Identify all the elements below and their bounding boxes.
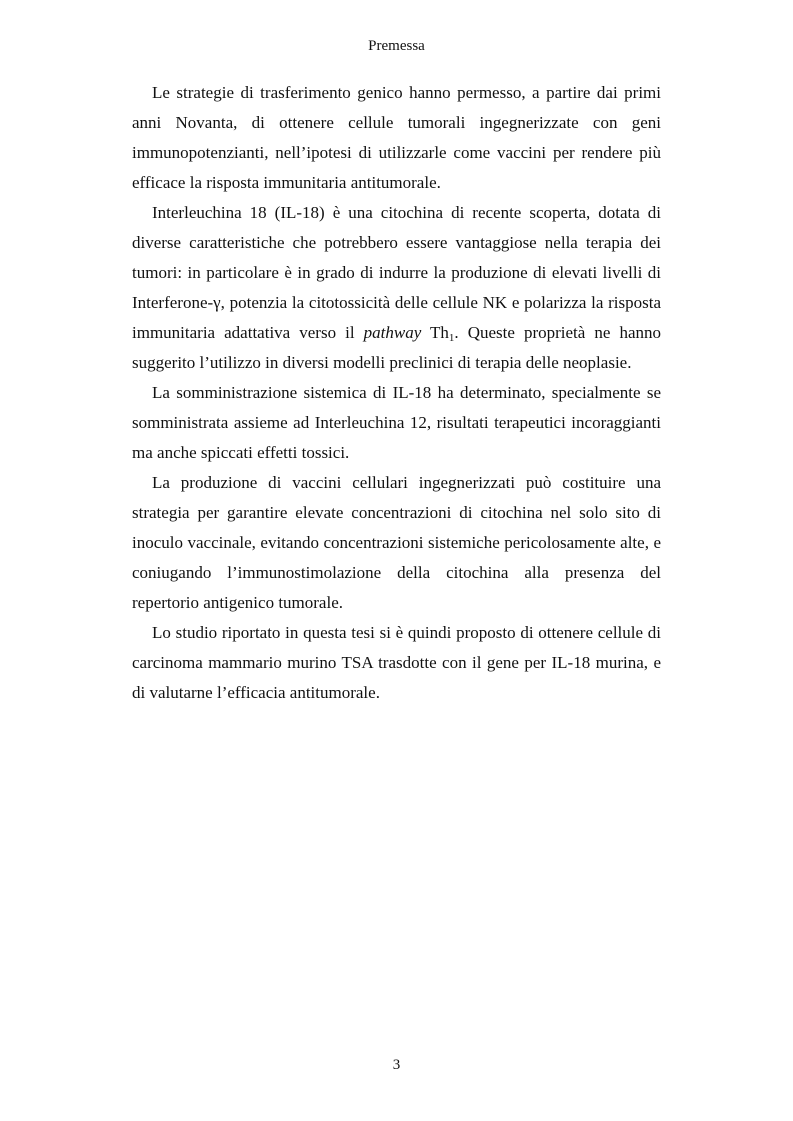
- body-text: [132, 78, 661, 708]
- page-number: 3: [392, 1057, 401, 1073]
- paragraph-1: Le strategie di trasferimento genico hanno permesso, a partire dai primi anni Novanta, di ottenere cellule tumorali ingegnerizzate con geni immunopotenzianti, nell’ipotesi di utilizzarle come vaccini per rendere più efficace la risposta immunitaria antitumorale.: [132, 83, 661, 192]
- running-header: Premessa: [368, 38, 425, 54]
- paragraph-2-text-mid: Th: [421, 323, 449, 342]
- paragraph-3: La somministrazione sistemica di IL-18 ha determinato, specialmente se somministrata assieme ad Interleuchina 12, risultati terapeutici incoraggianti ma anche spiccati effetti tossici.: [132, 383, 661, 462]
- paragraph-5: Lo studio riportato in questa tesi si è quindi proposto di ottenere cellule di carcinoma mammario murino TSA trasdotte con il gene per IL-18 murina, e di valutarne l’efficacia antitumorale.: [132, 623, 661, 702]
- paragraph-2-italic-term: pathway: [363, 323, 422, 342]
- paragraph-2-subscript: 1: [448, 332, 455, 344]
- paragraph-4: La produzione di vaccini cellulari ingegnerizzati può costituire una strategia per garantire elevate concentrazioni di citochina nel solo sito di inoculo vaccinale, evitando concentrazioni sistemiche pericolosamente alte, e coniugando l’immunostimolazione della citochina alla presenza del repertorio antigenico tumorale.: [132, 473, 661, 612]
- paragraph-2: [132, 198, 661, 378]
- paragraph-2-text-start: Interleuchina 18 (IL-18) è una citochina di recente scoperta, dotata di diverse caratteristiche che potrebbero essere vantaggiose nella terapia dei tumori: in particolare è in grado di indurre la produzione di elevati livelli di Interferone-γ, potenzia la citotossicità delle cellule NK e polarizza la risposta immunitaria adattativa verso il: [132, 203, 661, 342]
- paragraph-2-text-end: . Queste proprietà ne hanno suggerito l’utilizzo in diversi modelli preclinici di terapia delle neoplasie.: [132, 323, 661, 372]
